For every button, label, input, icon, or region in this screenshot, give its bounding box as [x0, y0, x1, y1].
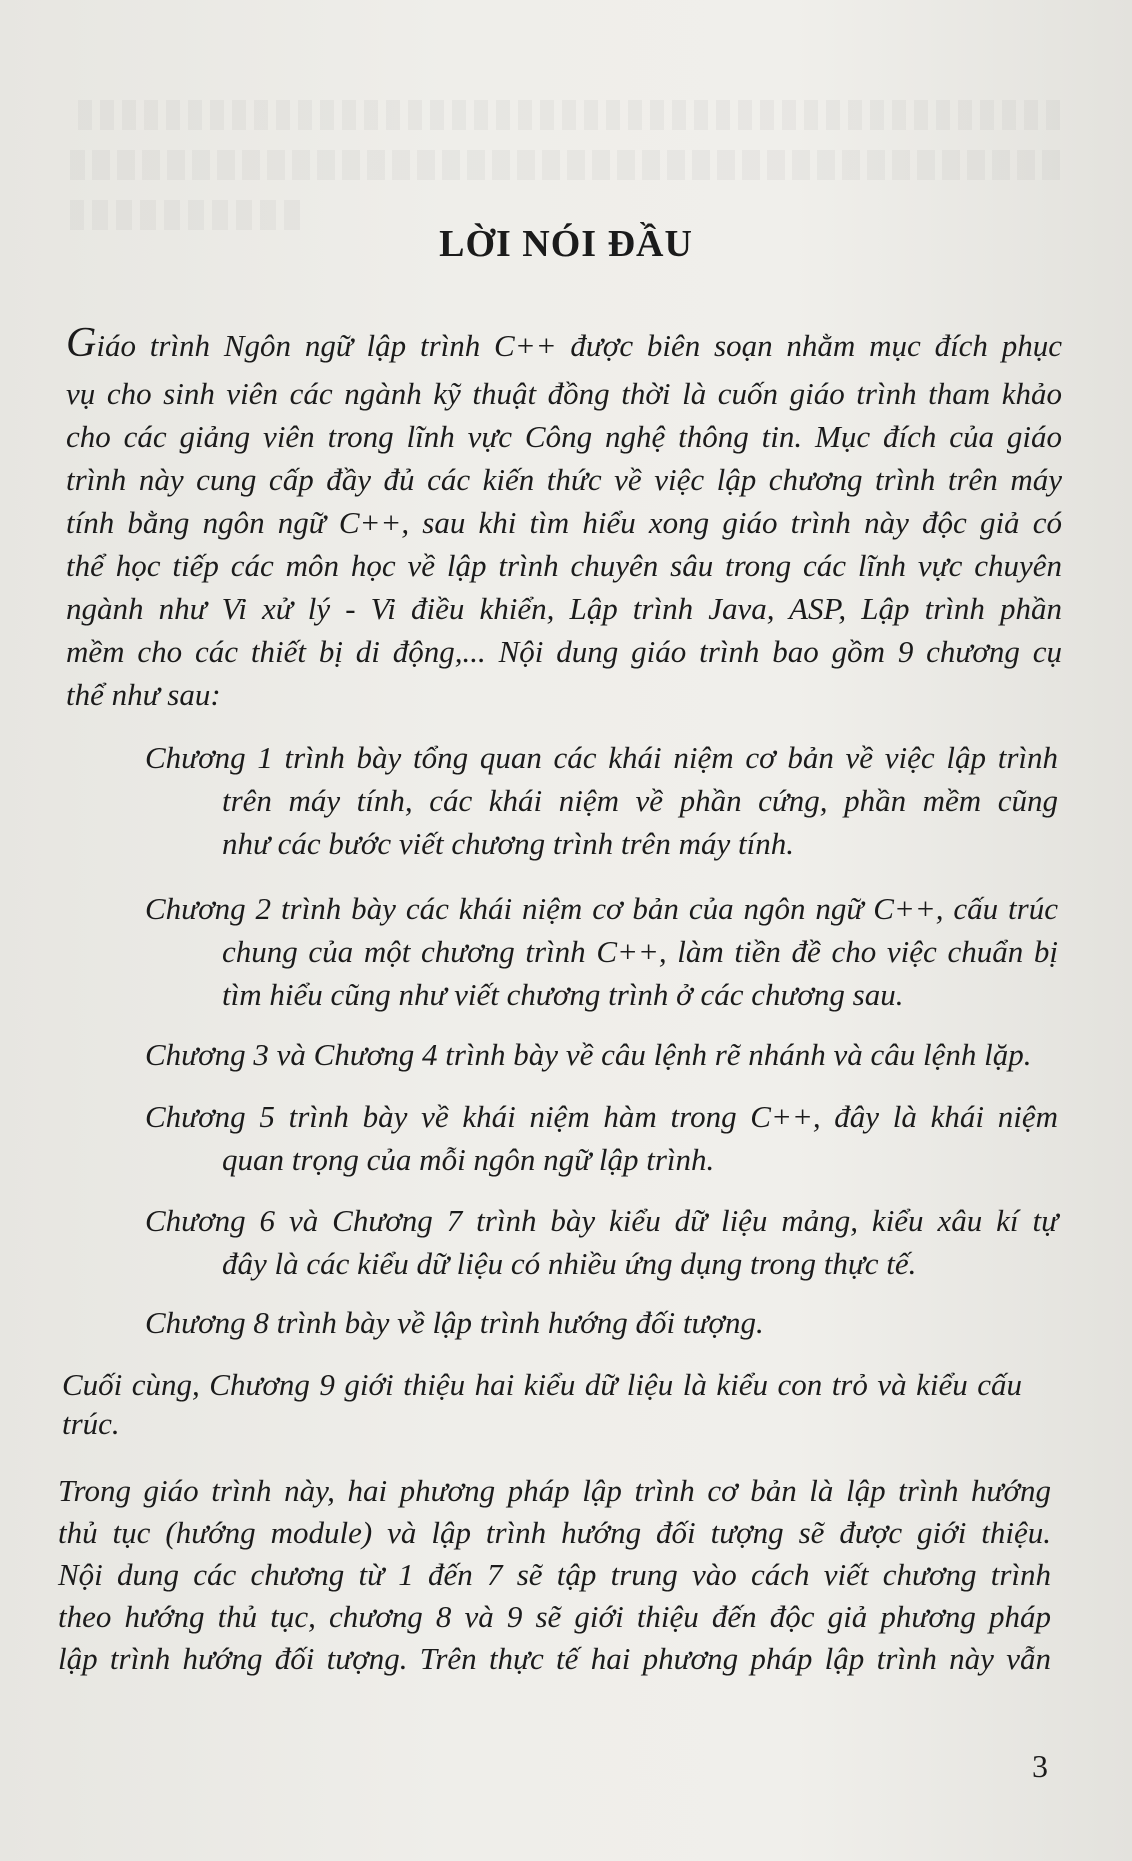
chapter-6-7-line-1: Chương 6 và Chương 7 trình bày kiểu dữ liệu mảng, kiểu xâu kí tự	[145, 1203, 1058, 1238]
intro-line-9: thể như sau:	[66, 677, 221, 712]
intro-dropcap: G	[66, 320, 97, 366]
intro-line-6: thể học tiếp các môn học về lập trình chuyên sâu trong các lĩnh vực chuyên	[66, 548, 1062, 583]
chapter-3-4-line-1: Chương 3 và Chương 4 trình bày về câu lệnh rẽ nhánh và câu lệnh lặp.	[145, 1037, 1032, 1072]
intro-line-1-text: iáo trình Ngôn ngữ lập trình C++ được biên soạn nhằm mục đích phục	[96, 328, 1062, 363]
closing-line-5: lập trình hướng đối tượng. Trên thực tế hai phương pháp lập trình này vẫn	[58, 1641, 1051, 1676]
closing-line-2: thủ tục (hướng module) và lập trình hướng đối tượng sẽ được giới thiệu.	[58, 1515, 1051, 1550]
page-title: LỜI NÓI ĐẦU	[439, 223, 693, 265]
conclusion-line-2: trúc.	[62, 1406, 120, 1441]
intro-line-1	[66, 322, 1062, 367]
intro-line-7: ngành như Vi xử lý - Vi điều khiển, Lập trình Java, ASP, Lập trình phần	[66, 591, 1062, 626]
chapter-1-line-3: như các bước viết chương trình trên máy tính.	[222, 826, 794, 861]
reverse-side-bleed-1	[70, 100, 1060, 130]
chapter-2-line-3: tìm hiểu cũng như viết chương trình ở các chương sau.	[222, 977, 904, 1012]
chapter-5-line-1: Chương 5 trình bày về khái niệm hàm trong C++, đây là khái niệm	[145, 1099, 1058, 1134]
chapter-5-line-2: quan trọng của mỗi ngôn ngữ lập trình.	[222, 1142, 715, 1177]
intro-line-2: vụ cho sinh viên các ngành kỹ thuật đồng thời là cuốn giáo trình tham khảo	[66, 376, 1062, 411]
conclusion-line-1: Cuối cùng, Chương 9 giới thiệu hai kiểu dữ liệu là kiểu con trỏ và kiểu cấu	[62, 1367, 1022, 1402]
intro-line-8: mềm cho các thiết bị di động,... Nội dung giáo trình bao gồm 9 chương cụ	[66, 634, 1062, 669]
chapter-1-line-2: trên máy tính, các khái niệm về phần cứng, phần mềm cũng	[222, 783, 1058, 818]
closing-line-4: theo hướng thủ tục, chương 8 và 9 sẽ giới thiệu đến độc giả phương pháp	[58, 1599, 1051, 1634]
chapter-8-line-1: Chương 8 trình bày về lập trình hướng đối tượng.	[145, 1305, 764, 1340]
chapter-2-line-1: Chương 2 trình bày các khái niệm cơ bản của ngôn ngữ C++, cấu trúc	[145, 891, 1058, 926]
chapter-6-7-line-2: đây là các kiểu dữ liệu có nhiều ứng dụng trong thực tế.	[222, 1246, 917, 1281]
intro-line-3: cho các giảng viên trong lĩnh vực Công nghệ thông tin. Mục đích của giáo	[66, 419, 1062, 454]
closing-line-1: Trong giáo trình này, hai phương pháp lập trình cơ bản là lập trình hướng	[58, 1473, 1051, 1508]
chapter-1-line-1: Chương 1 trình bày tổng quan các khái niệm cơ bản về việc lập trình	[145, 740, 1058, 775]
reverse-side-bleed-2	[70, 150, 1060, 180]
chapter-2-line-2: chung của một chương trình C++, làm tiền đề cho việc chuẩn bị	[222, 934, 1058, 969]
closing-line-3: Nội dung các chương từ 1 đến 7 sẽ tập trung vào cách viết chương trình	[58, 1557, 1051, 1592]
page-number: 3	[1032, 1748, 1048, 1784]
intro-line-5: tính bằng ngôn ngữ C++, sau khi tìm hiểu xong giáo trình này độc giả có	[66, 505, 1062, 540]
intro-line-4: trình này cung cấp đầy đủ các kiến thức về việc lập chương trình trên máy	[66, 462, 1062, 497]
